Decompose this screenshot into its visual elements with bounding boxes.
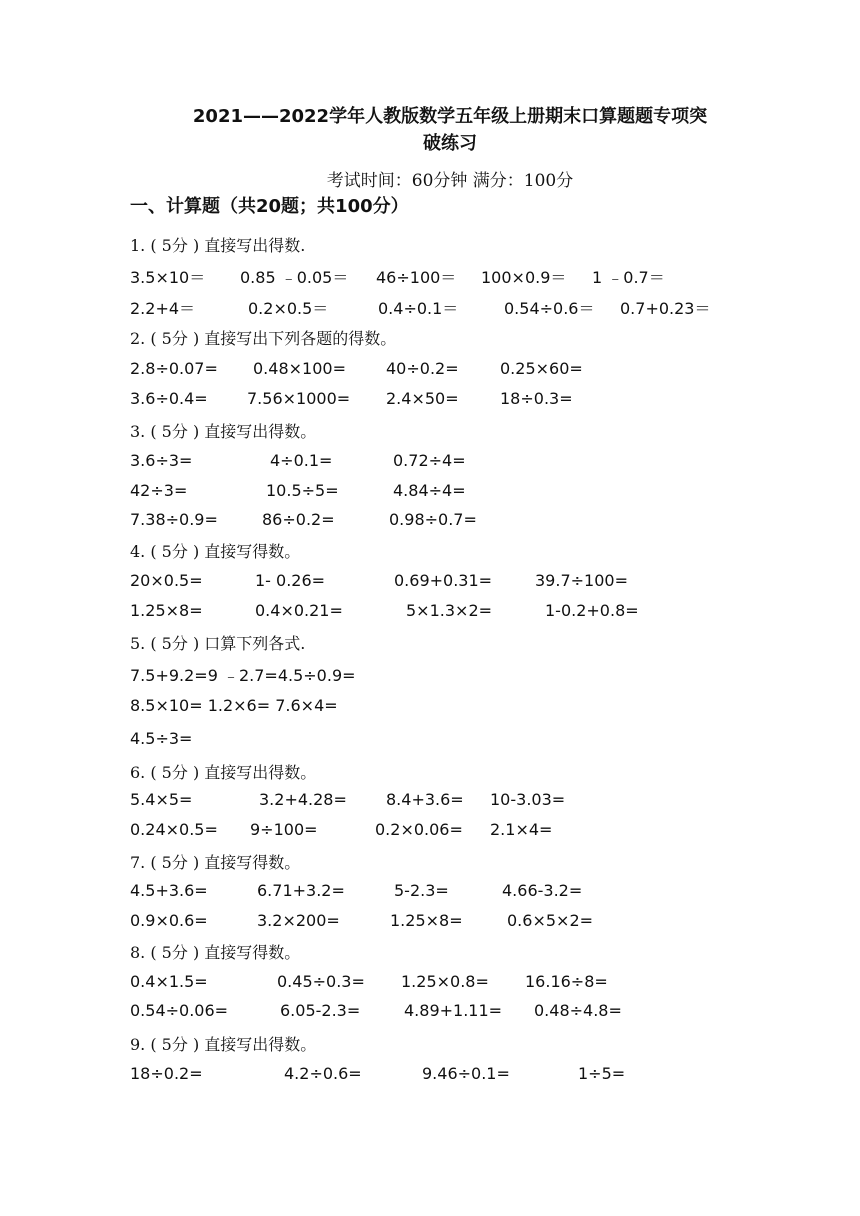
problem: 6.05-2.3= (280, 1001, 361, 1020)
problem: 3.2+4.28= (259, 790, 347, 809)
problem: 0.54÷0.6＝ (504, 299, 595, 318)
question-2-heading: 2. ( 5分 ) 直接写出下列各题的得数。 (130, 329, 397, 348)
problem: 0.7+0.23＝ (620, 299, 711, 318)
problem: 7.56×1000= (247, 389, 351, 408)
problem: 16.16÷8= (525, 972, 608, 991)
question-5-row-2: 8.5×10= 1.2×6= 7.6×4= (130, 696, 338, 715)
problem: 2.1×4= (490, 820, 553, 839)
problem: 1.25×8= (130, 601, 203, 620)
question-8-heading: 8. ( 5分 ) 直接写得数。 (130, 943, 301, 962)
problem: 5×1.3×2= (406, 601, 493, 620)
problem: 0.48÷4.8= (534, 1001, 622, 1020)
problem: 100×0.9＝ (481, 268, 567, 287)
problem: 0.9×0.6= (130, 911, 208, 930)
problem: 4.89+1.11= (404, 1001, 503, 1020)
problem: 86÷0.2= (262, 510, 335, 529)
problem: 0.4÷0.1＝ (378, 299, 459, 318)
problem: 4.2÷0.6= (284, 1064, 362, 1083)
problem: 7.38÷0.9= (130, 510, 218, 529)
problem: 9÷100= (250, 820, 318, 839)
problem: 10.5÷5= (266, 481, 339, 500)
problem: 1- 0.26= (255, 571, 326, 590)
problem: 10-3.03= (490, 790, 566, 809)
problem: 4.5+3.6= (130, 881, 208, 900)
problem: 0.2×0.06= (375, 820, 463, 839)
problem: 39.7÷100= (535, 571, 628, 590)
problem: 3.6÷3= (130, 451, 193, 470)
problem: 42÷3= (130, 481, 188, 500)
problem: 0.54÷0.06= (130, 1001, 229, 1020)
problem: 1.25×0.8= (401, 972, 489, 991)
problem: 0.24×0.5= (130, 820, 218, 839)
question-1-heading: 1. ( 5分 ) 直接写出得数. (130, 236, 306, 255)
question-6-heading: 6. ( 5分 ) 直接写出得数。 (130, 763, 317, 782)
problem: 0.85 ﹣0.05＝ (240, 268, 349, 287)
problem: 0.98÷0.7= (389, 510, 477, 529)
question-5-heading: 5. ( 5分 ) 口算下列各式. (130, 634, 306, 653)
problem: 4÷0.1= (270, 451, 333, 470)
problem: 0.2×0.5＝ (248, 299, 329, 318)
problem: 0.48×100= (253, 359, 346, 378)
problem: 3.5×10＝ (130, 268, 206, 287)
problem: 18÷0.2= (130, 1064, 203, 1083)
problem: 20×0.5= (130, 571, 203, 590)
problem: 6.71+3.2= (257, 881, 345, 900)
problem: 1-0.2+0.8= (545, 601, 639, 620)
problem: 5.4×5= (130, 790, 193, 809)
problem: 0.69+0.31= (394, 571, 493, 590)
question-9-heading: 9. ( 5分 ) 直接写出得数。 (130, 1035, 317, 1054)
problem: 2.8÷0.07= (130, 359, 218, 378)
problem: 3.2×200= (257, 911, 340, 930)
problem: 2.4×50= (386, 389, 459, 408)
problem: 0.4×0.21= (255, 601, 343, 620)
question-4-heading: 4. ( 5分 ) 直接写得数。 (130, 542, 301, 561)
problem: 0.4×1.5= (130, 972, 208, 991)
problem: 1÷5= (578, 1064, 626, 1083)
problem: 1.25×8= (390, 911, 463, 930)
problem: 9.46÷0.1= (422, 1064, 510, 1083)
question-5-row-1: 7.5+9.2=9 ﹣2.7=4.5÷0.9= (130, 666, 356, 685)
problem: 46÷100＝ (376, 268, 457, 287)
problem: 0.72÷4= (393, 451, 466, 470)
problem: 0.45÷0.3= (277, 972, 365, 991)
section-heading: 一、计算题（共20题；共100分） (130, 196, 409, 217)
question-5-row-3: 4.5÷3= (130, 729, 193, 748)
problem: 5-2.3= (394, 881, 449, 900)
exam-info: 考试时间：60分钟 满分：100分 (326, 171, 574, 191)
problem: 18÷0.3= (500, 389, 573, 408)
problem: 2.2+4＝ (130, 299, 196, 318)
problem: 4.84÷4= (393, 481, 466, 500)
problem: 1 ﹣0.7＝ (592, 268, 665, 287)
problem: 8.4+3.6= (386, 790, 464, 809)
problem: 0.25×60= (500, 359, 583, 378)
title-line-2: 破练习 (423, 133, 477, 154)
question-3-heading: 3. ( 5分 ) 直接写出得数。 (130, 422, 317, 441)
question-7-heading: 7. ( 5分 ) 直接写得数。 (130, 853, 301, 872)
title-line-1: 2021——2022学年人教版数学五年级上册期末口算题题专项突 (192, 106, 708, 127)
problem: 4.66-3.2= (502, 881, 583, 900)
problem: 40÷0.2= (386, 359, 459, 378)
problem: 3.6÷0.4= (130, 389, 208, 408)
problem: 0.6×5×2= (507, 911, 594, 930)
